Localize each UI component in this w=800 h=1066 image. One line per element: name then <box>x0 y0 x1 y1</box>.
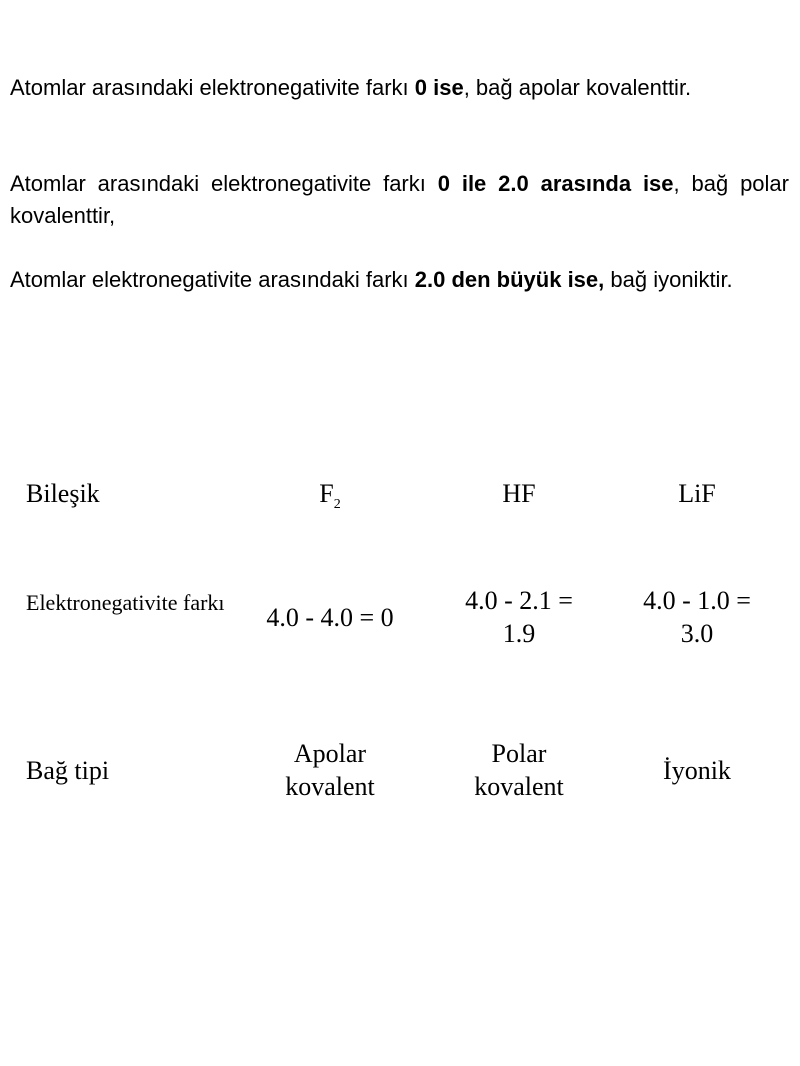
row-label-difference: Elektronegativite farkı <box>26 590 225 615</box>
rule-text: Atomlar arasındaki elektronegativite farkı <box>10 75 415 100</box>
difference-cell: 4.0 - 2.1 = 1.9 <box>465 586 573 648</box>
row-label-compound: Bileşik <box>26 479 100 508</box>
rule-text: Atomlar elektronegativite arasındaki farkı <box>10 267 415 292</box>
rule-condition-bold: 0 ile 2.0 arasında ise <box>437 171 674 196</box>
rule-polar-paragraph <box>10 168 789 232</box>
compound-symbol: LiF <box>678 479 716 508</box>
rule-ionic-paragraph <box>10 264 789 296</box>
rule-text: bağ iyoniktir. <box>604 267 733 292</box>
compound-symbol: F <box>319 479 334 508</box>
compound-cell <box>425 477 613 510</box>
rule-condition-bold: 2.0 den büyük ise, <box>414 267 605 292</box>
difference-cell: 4.0 - 4.0 = 0 <box>266 603 394 632</box>
bond-type-cell: Polar kovalent <box>474 739 564 801</box>
bond-type-cell: İyonik <box>663 756 731 785</box>
rule-condition-bold: 0 ise <box>414 75 464 100</box>
rule-text: , bağ polar kovalenttir, <box>10 171 789 228</box>
compound-cell <box>235 477 425 521</box>
row-label-bond-type: Bağ tipi <box>26 756 110 785</box>
rule-text: , bağ apolar kovalenttir. <box>463 75 692 100</box>
compound-subscript: 2 <box>333 497 341 512</box>
compound-symbol: HF <box>502 479 536 508</box>
compound-cell <box>613 477 781 510</box>
rule-text: Atomlar arasındaki elektronegativite farkı <box>10 171 438 196</box>
rule-apolar-paragraph <box>10 72 789 104</box>
bond-type-cell: Apolar kovalent <box>285 739 375 801</box>
difference-cell: 4.0 - 1.0 = 3.0 <box>643 586 751 648</box>
